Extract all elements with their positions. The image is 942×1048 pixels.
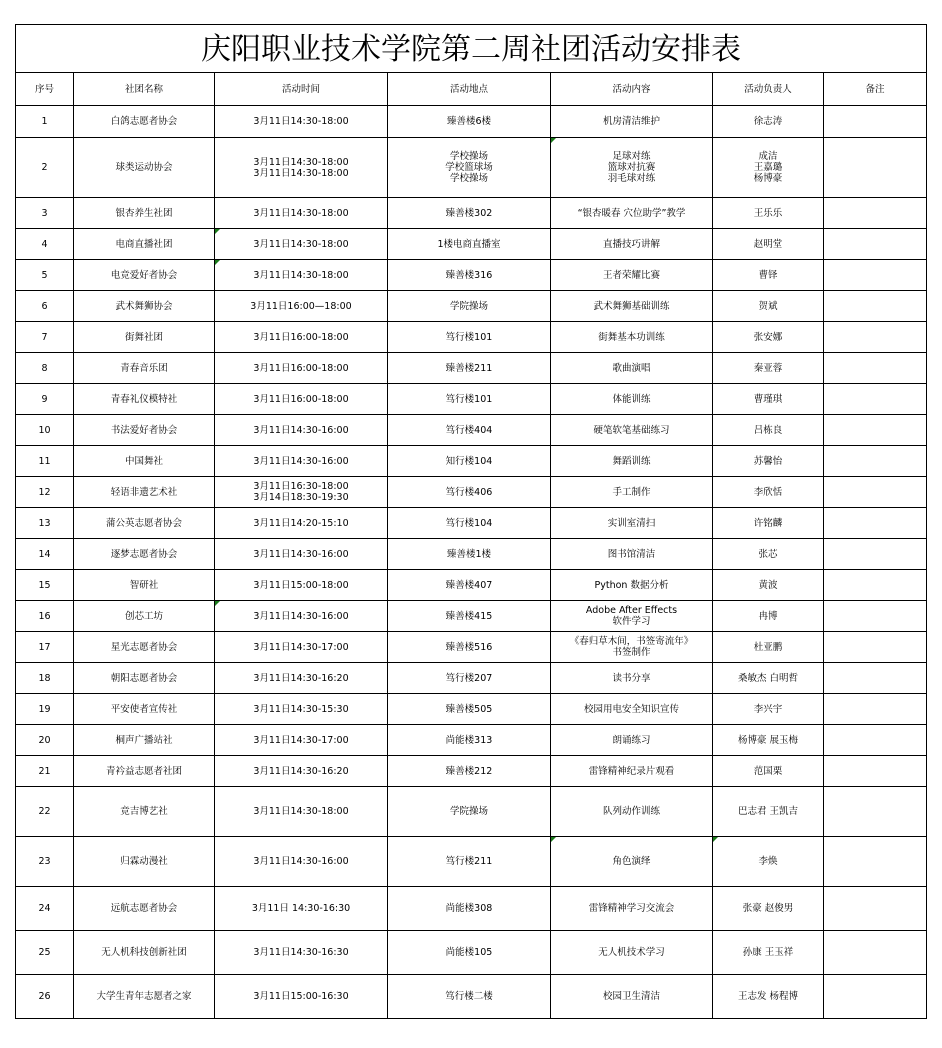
- cell-time: 3月11日16:00—18:00: [215, 291, 388, 322]
- cell-leader: 范国栗: [713, 756, 824, 787]
- cell-time: 3月11日14:30-16:20: [215, 663, 388, 694]
- cell-content: 读书分享: [551, 663, 713, 694]
- cell-club: 大学生青年志愿者之家: [74, 975, 215, 1019]
- cell-place: 臻善楼1楼: [388, 539, 551, 570]
- cell-time: 3月11日14:30-18:00: [215, 106, 388, 138]
- cell-place: 笃行楼211: [388, 837, 551, 887]
- cell-club: 智研社: [74, 570, 215, 601]
- table-row: [16, 508, 927, 539]
- cell-content: 雷锋精神学习交流会: [551, 887, 713, 931]
- cell-note: [824, 756, 927, 787]
- cell-place: 臻善楼6楼: [388, 106, 551, 138]
- table-row: [16, 887, 927, 931]
- cell-place: 臻善楼407: [388, 570, 551, 601]
- table-row: [16, 384, 927, 415]
- cell-place: 1楼电商直播室: [388, 229, 551, 260]
- cell-note: [824, 138, 927, 198]
- cell-note: [824, 601, 927, 632]
- table-row: [16, 756, 927, 787]
- cell-note: [824, 106, 927, 138]
- cell-content: 朗诵练习: [551, 725, 713, 756]
- cell-note: [824, 975, 927, 1019]
- table-row: [16, 601, 927, 632]
- cell-club: 青春礼仪模特社: [74, 384, 215, 415]
- cell-content: 手工制作: [551, 477, 713, 508]
- table-row: [16, 787, 927, 837]
- cell-note: [824, 260, 927, 291]
- cell-place: 学院操场: [388, 291, 551, 322]
- cell-time: 3月11日14:30-16:00: [215, 837, 388, 887]
- cell-note: [824, 694, 927, 725]
- table-row: [16, 291, 927, 322]
- cell-leader: 许铭麟: [713, 508, 824, 539]
- cell-club: 青春音乐团: [74, 353, 215, 384]
- table-row: [16, 570, 927, 601]
- cell-place: 笃行楼101: [388, 322, 551, 353]
- table-row: [16, 931, 927, 975]
- header-no: 序号: [16, 73, 74, 106]
- cell-club: 电商直播社团: [74, 229, 215, 260]
- cell-club: 书法爱好者协会: [74, 415, 215, 446]
- cell-leader: 桑敏杰 白明哲: [713, 663, 824, 694]
- cell-content: 武术舞狮基础训练: [551, 291, 713, 322]
- cell-no: 3: [16, 198, 74, 229]
- cell-club: 球类运动协会: [74, 138, 215, 198]
- cell-place: 臻善楼316: [388, 260, 551, 291]
- cell-place: 学校操场 学校篮球场 学校操场: [388, 138, 551, 198]
- cell-place: 尚能楼105: [388, 931, 551, 975]
- cell-time: 3月11日14:30-17:00: [215, 725, 388, 756]
- cell-note: [824, 415, 927, 446]
- cell-content: 雷锋精神纪录片观看: [551, 756, 713, 787]
- cell-leader: 张安娜: [713, 322, 824, 353]
- schedule-sheet: [15, 24, 926, 1019]
- cell-content: 机房清洁维护: [551, 106, 713, 138]
- cell-place: 笃行楼101: [388, 384, 551, 415]
- cell-leader: 张芯: [713, 539, 824, 570]
- cell-time: 3月11日14:30-16:00: [215, 601, 388, 632]
- cell-club: 桐声广播站社: [74, 725, 215, 756]
- header-row: [16, 73, 927, 106]
- table-row: [16, 477, 927, 508]
- cell-no: 2: [16, 138, 74, 198]
- cell-no: 25: [16, 931, 74, 975]
- cell-club: 银杏养生社团: [74, 198, 215, 229]
- table-row: [16, 415, 927, 446]
- cell-leader: 王志发 杨程博: [713, 975, 824, 1019]
- cell-note: [824, 539, 927, 570]
- cell-time: 3月11日16:00-18:00: [215, 353, 388, 384]
- cell-time: 3月11日14:30-18:00 3月11日14:30-18:00: [215, 138, 388, 198]
- cell-note: [824, 508, 927, 539]
- cell-content: 实训室清扫: [551, 508, 713, 539]
- cell-note: [824, 477, 927, 508]
- cell-leader: 成洁 王嘉璐 杨博豪: [713, 138, 824, 198]
- cell-club: 星光志愿者协会: [74, 632, 215, 663]
- cell-no: 21: [16, 756, 74, 787]
- cell-note: [824, 837, 927, 887]
- table-row: [16, 975, 927, 1019]
- cell-leader: 张豪 赵俊男: [713, 887, 824, 931]
- cell-club: 电竞爱好者协会: [74, 260, 215, 291]
- cell-club: 蒲公英志愿者协会: [74, 508, 215, 539]
- cell-leader: 贺斌: [713, 291, 824, 322]
- cell-note: [824, 931, 927, 975]
- cell-time: 3月11日14:30-18:00: [215, 260, 388, 291]
- cell-no: 7: [16, 322, 74, 353]
- table-row: [16, 663, 927, 694]
- cell-note: [824, 570, 927, 601]
- cell-club: 中国舞社: [74, 446, 215, 477]
- cell-place: 学院操场: [388, 787, 551, 837]
- cell-time: 3月11日16:00-18:00: [215, 322, 388, 353]
- cell-time: 3月11日14:30-15:30: [215, 694, 388, 725]
- cell-club: 轻语非遗艺术社: [74, 477, 215, 508]
- cell-time: 3月11日14:30-16:00: [215, 415, 388, 446]
- cell-time: 3月11日14:30-17:00: [215, 632, 388, 663]
- table-row: [16, 353, 927, 384]
- table-row: [16, 539, 927, 570]
- table-row: [16, 837, 927, 887]
- cell-content: Python 数据分析: [551, 570, 713, 601]
- cell-time: 3月11日15:00-16:30: [215, 975, 388, 1019]
- cell-time: 3月11日14:30-16:30: [215, 931, 388, 975]
- cell-leader: 秦亚蓉: [713, 353, 824, 384]
- cell-no: 1: [16, 106, 74, 138]
- cell-club: 平安使者宣传社: [74, 694, 215, 725]
- cell-no: 22: [16, 787, 74, 837]
- cell-club: 归霖动漫社: [74, 837, 215, 887]
- cell-time: 3月11日14:30-16:00: [215, 446, 388, 477]
- cell-no: 13: [16, 508, 74, 539]
- table-row: [16, 106, 927, 138]
- cell-place: 笃行楼104: [388, 508, 551, 539]
- cell-no: 24: [16, 887, 74, 931]
- cell-place: 笃行楼404: [388, 415, 551, 446]
- cell-content: 图书馆清洁: [551, 539, 713, 570]
- cell-place: 笃行楼二楼: [388, 975, 551, 1019]
- cell-no: 10: [16, 415, 74, 446]
- cell-time: 3月11日15:00-18:00: [215, 570, 388, 601]
- cell-time: 3月11日16:30-18:00 3月14日18:30-19:30: [215, 477, 388, 508]
- cell-no: 14: [16, 539, 74, 570]
- cell-time: 3月11日14:30-16:20: [215, 756, 388, 787]
- cell-club: 朝阳志愿者协会: [74, 663, 215, 694]
- cell-no: 19: [16, 694, 74, 725]
- cell-content: 街舞基本功训练: [551, 322, 713, 353]
- header-club: 社团名称: [74, 73, 215, 106]
- header-leader: 活动负责人: [713, 73, 824, 106]
- cell-no: 6: [16, 291, 74, 322]
- cell-leader: 吕栋良: [713, 415, 824, 446]
- cell-place: 臻善楼505: [388, 694, 551, 725]
- cell-note: [824, 198, 927, 229]
- table-row: [16, 260, 927, 291]
- table-row: [16, 446, 927, 477]
- cell-leader: 杜亚鹏: [713, 632, 824, 663]
- cell-content: 歌曲演唱: [551, 353, 713, 384]
- page-title: 庆阳职业技术学院第二周社团活动安排表: [16, 25, 927, 73]
- cell-content: 角色演绎: [551, 837, 713, 887]
- cell-note: [824, 663, 927, 694]
- table-row: [16, 725, 927, 756]
- cell-club: 逐梦志愿者协会: [74, 539, 215, 570]
- header-note: 备注: [824, 73, 927, 106]
- header-content: 活动内容: [551, 73, 713, 106]
- cell-content: 王者荣耀比赛: [551, 260, 713, 291]
- cell-no: 5: [16, 260, 74, 291]
- cell-place: 笃行楼406: [388, 477, 551, 508]
- cell-no: 11: [16, 446, 74, 477]
- cell-no: 20: [16, 725, 74, 756]
- cell-no: 9: [16, 384, 74, 415]
- cell-content: 舞蹈训练: [551, 446, 713, 477]
- cell-leader: 冉博: [713, 601, 824, 632]
- cell-note: [824, 353, 927, 384]
- cell-club: 白鸽志愿者协会: [74, 106, 215, 138]
- cell-no: 17: [16, 632, 74, 663]
- cell-no: 4: [16, 229, 74, 260]
- cell-no: 12: [16, 477, 74, 508]
- cell-content: 校园用电安全知识宣传: [551, 694, 713, 725]
- cell-content: 队列动作训练: [551, 787, 713, 837]
- table-row: [16, 229, 927, 260]
- cell-content: 体能训练: [551, 384, 713, 415]
- cell-time: 3月11日14:30-16:00: [215, 539, 388, 570]
- cell-time: 3月11日14:30-18:00: [215, 787, 388, 837]
- title-row: [16, 25, 927, 73]
- cell-leader: 王乐乐: [713, 198, 824, 229]
- cell-place: 臻善楼302: [388, 198, 551, 229]
- cell-leader: 赵明堂: [713, 229, 824, 260]
- cell-time: 3月11日16:00-18:00: [215, 384, 388, 415]
- header-time: 活动时间: [215, 73, 388, 106]
- cell-no: 23: [16, 837, 74, 887]
- cell-no: 18: [16, 663, 74, 694]
- cell-place: 臻善楼415: [388, 601, 551, 632]
- cell-note: [824, 787, 927, 837]
- cell-leader: 曹瑾琪: [713, 384, 824, 415]
- cell-club: 远航志愿者协会: [74, 887, 215, 931]
- cell-leader: 黄波: [713, 570, 824, 601]
- cell-content: Adobe After Effects 软件学习: [551, 601, 713, 632]
- cell-place: 臻善楼211: [388, 353, 551, 384]
- table-row: [16, 138, 927, 198]
- cell-note: [824, 291, 927, 322]
- cell-leader: 李焕: [713, 837, 824, 887]
- cell-leader: 李兴宇: [713, 694, 824, 725]
- cell-content: 足球对练 篮球对抗赛 羽毛球对练: [551, 138, 713, 198]
- cell-content: “银杏暖春 穴位助学”教学: [551, 198, 713, 229]
- table-row: [16, 322, 927, 353]
- cell-content: 硬笔软笔基础练习: [551, 415, 713, 446]
- cell-content: 校园卫生清洁: [551, 975, 713, 1019]
- cell-leader: 李欣恬: [713, 477, 824, 508]
- cell-club: 创芯工坊: [74, 601, 215, 632]
- cell-note: [824, 725, 927, 756]
- cell-note: [824, 384, 927, 415]
- cell-club: 武术舞狮协会: [74, 291, 215, 322]
- table-row: [16, 694, 927, 725]
- cell-leader: 曹铎: [713, 260, 824, 291]
- cell-content: 《春归草木间，书签寄流年》 书签制作: [551, 632, 713, 663]
- cell-leader: 杨博豪 展玉梅: [713, 725, 824, 756]
- cell-no: 8: [16, 353, 74, 384]
- cell-leader: 孙康 王玉祥: [713, 931, 824, 975]
- cell-content: 直播技巧讲解: [551, 229, 713, 260]
- cell-leader: 苏馨怡: [713, 446, 824, 477]
- cell-no: 15: [16, 570, 74, 601]
- cell-time: 3月11日 14:30-16:30: [215, 887, 388, 931]
- cell-time: 3月11日14:20-15:10: [215, 508, 388, 539]
- header-place: 活动地点: [388, 73, 551, 106]
- cell-content: 无人机技术学习: [551, 931, 713, 975]
- cell-place: 笃行楼207: [388, 663, 551, 694]
- cell-place: 臻善楼212: [388, 756, 551, 787]
- cell-note: [824, 446, 927, 477]
- cell-note: [824, 229, 927, 260]
- cell-no: 26: [16, 975, 74, 1019]
- cell-note: [824, 632, 927, 663]
- cell-club: 青衿益志愿者社团: [74, 756, 215, 787]
- cell-club: 街舞社团: [74, 322, 215, 353]
- table-row: [16, 198, 927, 229]
- cell-place: 尚能楼313: [388, 725, 551, 756]
- table-row: [16, 632, 927, 663]
- cell-leader: 徐志涛: [713, 106, 824, 138]
- cell-no: 16: [16, 601, 74, 632]
- cell-note: [824, 322, 927, 353]
- cell-club: 无人机科技创新社团: [74, 931, 215, 975]
- cell-time: 3月11日14:30-18:00: [215, 198, 388, 229]
- cell-note: [824, 887, 927, 931]
- cell-place: 尚能楼308: [388, 887, 551, 931]
- cell-time: 3月11日14:30-18:00: [215, 229, 388, 260]
- cell-place: 臻善楼516: [388, 632, 551, 663]
- schedule-table: [15, 24, 927, 1019]
- cell-leader: 巴志君 王凯吉: [713, 787, 824, 837]
- cell-place: 知行楼104: [388, 446, 551, 477]
- cell-club: 竞吉博艺社: [74, 787, 215, 837]
